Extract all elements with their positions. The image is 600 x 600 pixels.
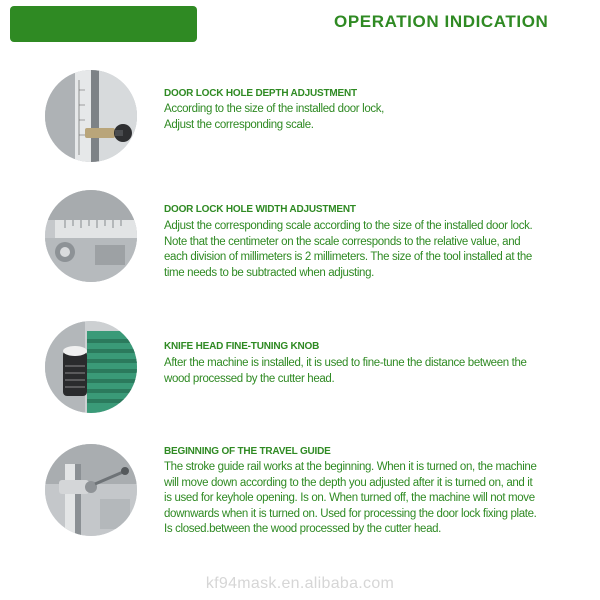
text-line: The stroke guide rail works at the beginning. When it is turned on, the machine: [164, 461, 537, 473]
text-line: Adjust the corresponding scale.: [164, 118, 314, 131]
text-line: each division of millimeters is 2 millimeters. The size of the tool installed at the: [164, 251, 532, 263]
section-heading: KNIFE HEAD FINE-TUNING KNOB: [164, 341, 320, 352]
text-line: Is closed.between the wood processed by the cutter head.: [164, 523, 442, 535]
section-description: [164, 102, 574, 133]
section-heading: DOOR LOCK HOLE DEPTH ADJUSTMENT: [164, 88, 357, 99]
header-banner: [10, 6, 197, 42]
section-description: [164, 219, 574, 281]
text-line: According to the size of the installed door lock,: [164, 103, 385, 115]
travel-guide-photo: [45, 444, 137, 536]
page-title: OPERATION INDICATION: [334, 12, 549, 31]
text-line: wood processed by the cutter head.: [164, 372, 335, 385]
text-line: will move down according to the depth you adjusted after it is turned on, and it: [164, 476, 533, 489]
text-line: Adjust the corresponding scale according to the size of the installed door lock.: [164, 220, 533, 232]
text-line: is used for keyhole opening. Is on. When turned off, the machine will not move: [164, 492, 535, 504]
section-description: [164, 460, 574, 538]
text-line: time needs to be subtracted when adjusting.: [164, 266, 374, 279]
text-line: downwards when it is turned on. Used for processing the door lock fixing plate.: [164, 507, 537, 520]
text-line: Note that the centimeter on the scale corresponds to the relative value, and: [164, 235, 521, 248]
section-heading: DOOR LOCK HOLE WIDTH ADJUSTMENT: [164, 204, 356, 215]
section-description: [164, 356, 574, 387]
section-heading: BEGINNING OF THE TRAVEL GUIDE: [164, 446, 331, 457]
fine-tuning-knob-photo: [45, 321, 137, 413]
width-adjustment-photo: [45, 190, 137, 282]
depth-adjustment-photo: [45, 70, 137, 162]
watermark: kf94mask.en.alibaba.com: [205, 575, 395, 592]
text-line: After the machine is installed, it is used to fine-tune the distance between the: [164, 357, 527, 369]
